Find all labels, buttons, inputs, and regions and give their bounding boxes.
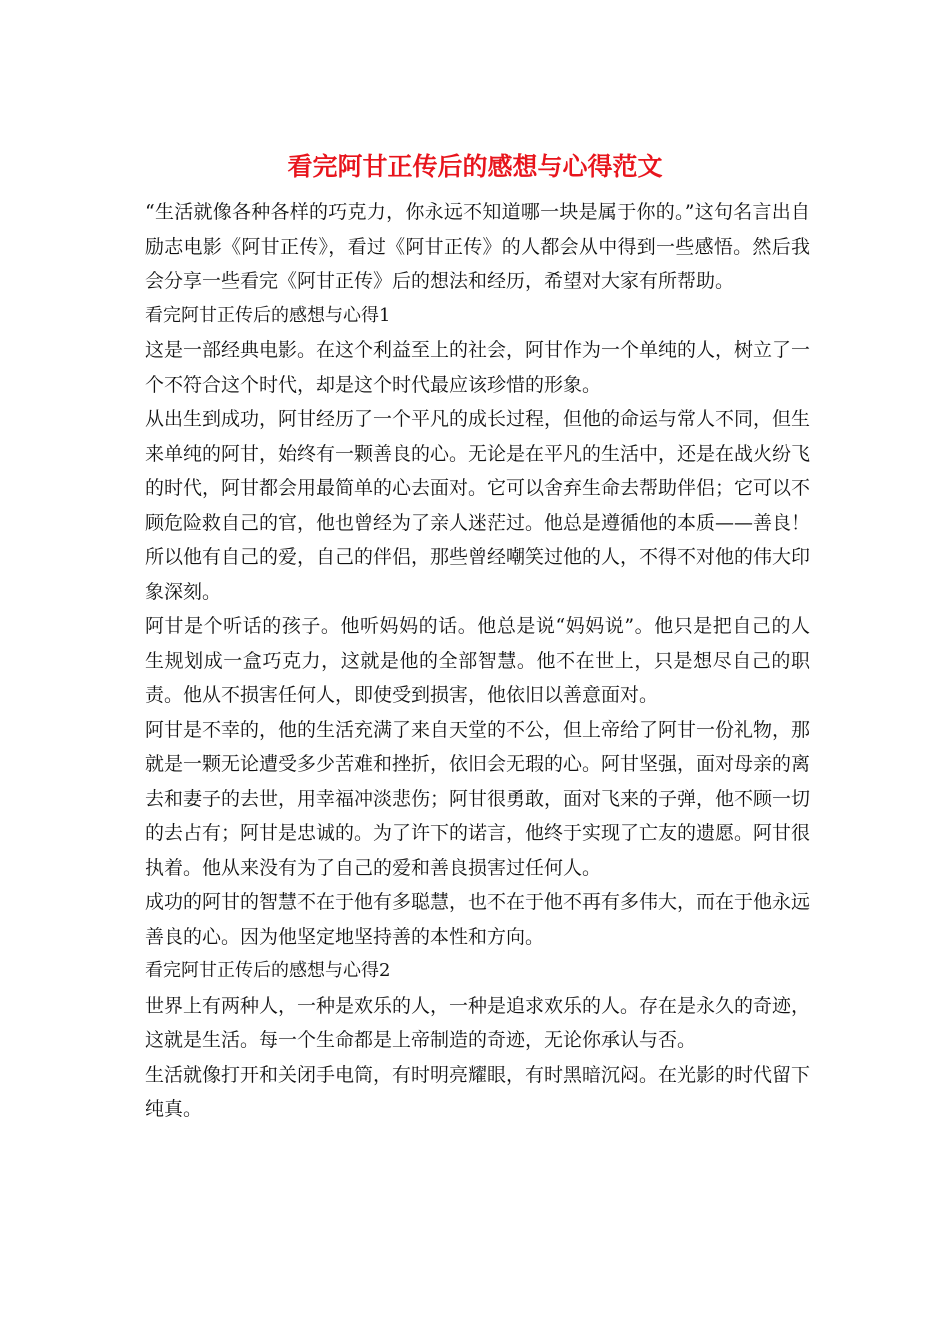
body-paragraph: 这是一部经典电影。在这个利益至上的社会，阿甘作为一个单纯的人，树立了一个不符合这个时代，却是这个时代最应该珍惜的形象。 bbox=[145, 339, 811, 396]
document-title: 看完阿甘正传后的感想与心得范文 bbox=[287, 152, 663, 181]
body-paragraph: 阿甘是个听话的孩子。他听妈妈的话。他总是说“妈妈说”。他只是把自己的人生规划成一盒巧克力，这就是他的全部智慧。他不在世上，只是想尽自己的职责。他从不损害任何人，即使受到损害，他依旧以善意面对。 bbox=[145, 615, 810, 706]
body-paragraph: 生活就像打开和关闭手电筒，有时明亮耀眼，有时黑暗沉闷。在光影的时代留下纯真。 bbox=[145, 1063, 811, 1120]
body-paragraph: 世界上有两种人，一种是欢乐的人，一种是追求欢乐的人。存在是永久的奇迹，这就是生活。每一个生命都是上帝制造的奇迹，无论你承认与否。 bbox=[145, 994, 811, 1051]
intro-paragraph: “生活就像各种各样的巧克力，你永远不知道哪一块是属于你的。”这句名言出自励志电影《阿甘正传》，看过《阿甘正传》的人都会从中得到一些感悟。然后我会分享一些看完《阿甘正传》后的想法和经历，希望对大家有所帮助。 bbox=[145, 201, 810, 292]
document-body bbox=[145, 195, 810, 1127]
body-paragraph: 从出生到成功，阿甘经历了一个平凡的成长过程，但他的命运与常人不同，但生来单纯的阿甘，始终有一颗善良的心。无论是在平凡的生活中，还是在战火纷飞的时代，阿甘都会用最简单的心去面对。它可以舍弃生命去帮助伴侣；它可以不顾危险救自己的官，他也曾经为了亲人迷茫过。他总是遵循他的本质——善良！所以他有自己的爱，自己的伴侣，那些曾经嘲笑过他的人，不得不对他的伟大印象深刻。 bbox=[145, 408, 811, 603]
body-paragraph: 成功的阿甘的智慧不在于他有多聪慧，也不在于他不再有多伟大，而在于他永远善良的心。因为他坚定地坚持善的本性和方向。 bbox=[145, 891, 811, 948]
section-heading-2: 看完阿甘正传后的感想与心得2 bbox=[145, 960, 391, 981]
body-paragraph: 阿甘是不幸的，他的生活充满了来自天堂的不公，但上帝给了阿甘一份礼物，那就是一颗无论遭受多少苦难和挫折，依旧会无瑕的心。阿甘坚强，面对母亲的离去和妻子的去世，用幸福冲淡悲伤；阿甘很勇敢，面对飞来的子弹，他不顾一切的去占有；阿甘是忠诚的。为了许下的诺言，他终于实现了亡友的遗愿。阿甘很执着。他从来没有为了自己的爱和善良损害过任何人。 bbox=[145, 718, 811, 879]
section-heading-1: 看完阿甘正传后的感想与心得1 bbox=[145, 304, 391, 326]
